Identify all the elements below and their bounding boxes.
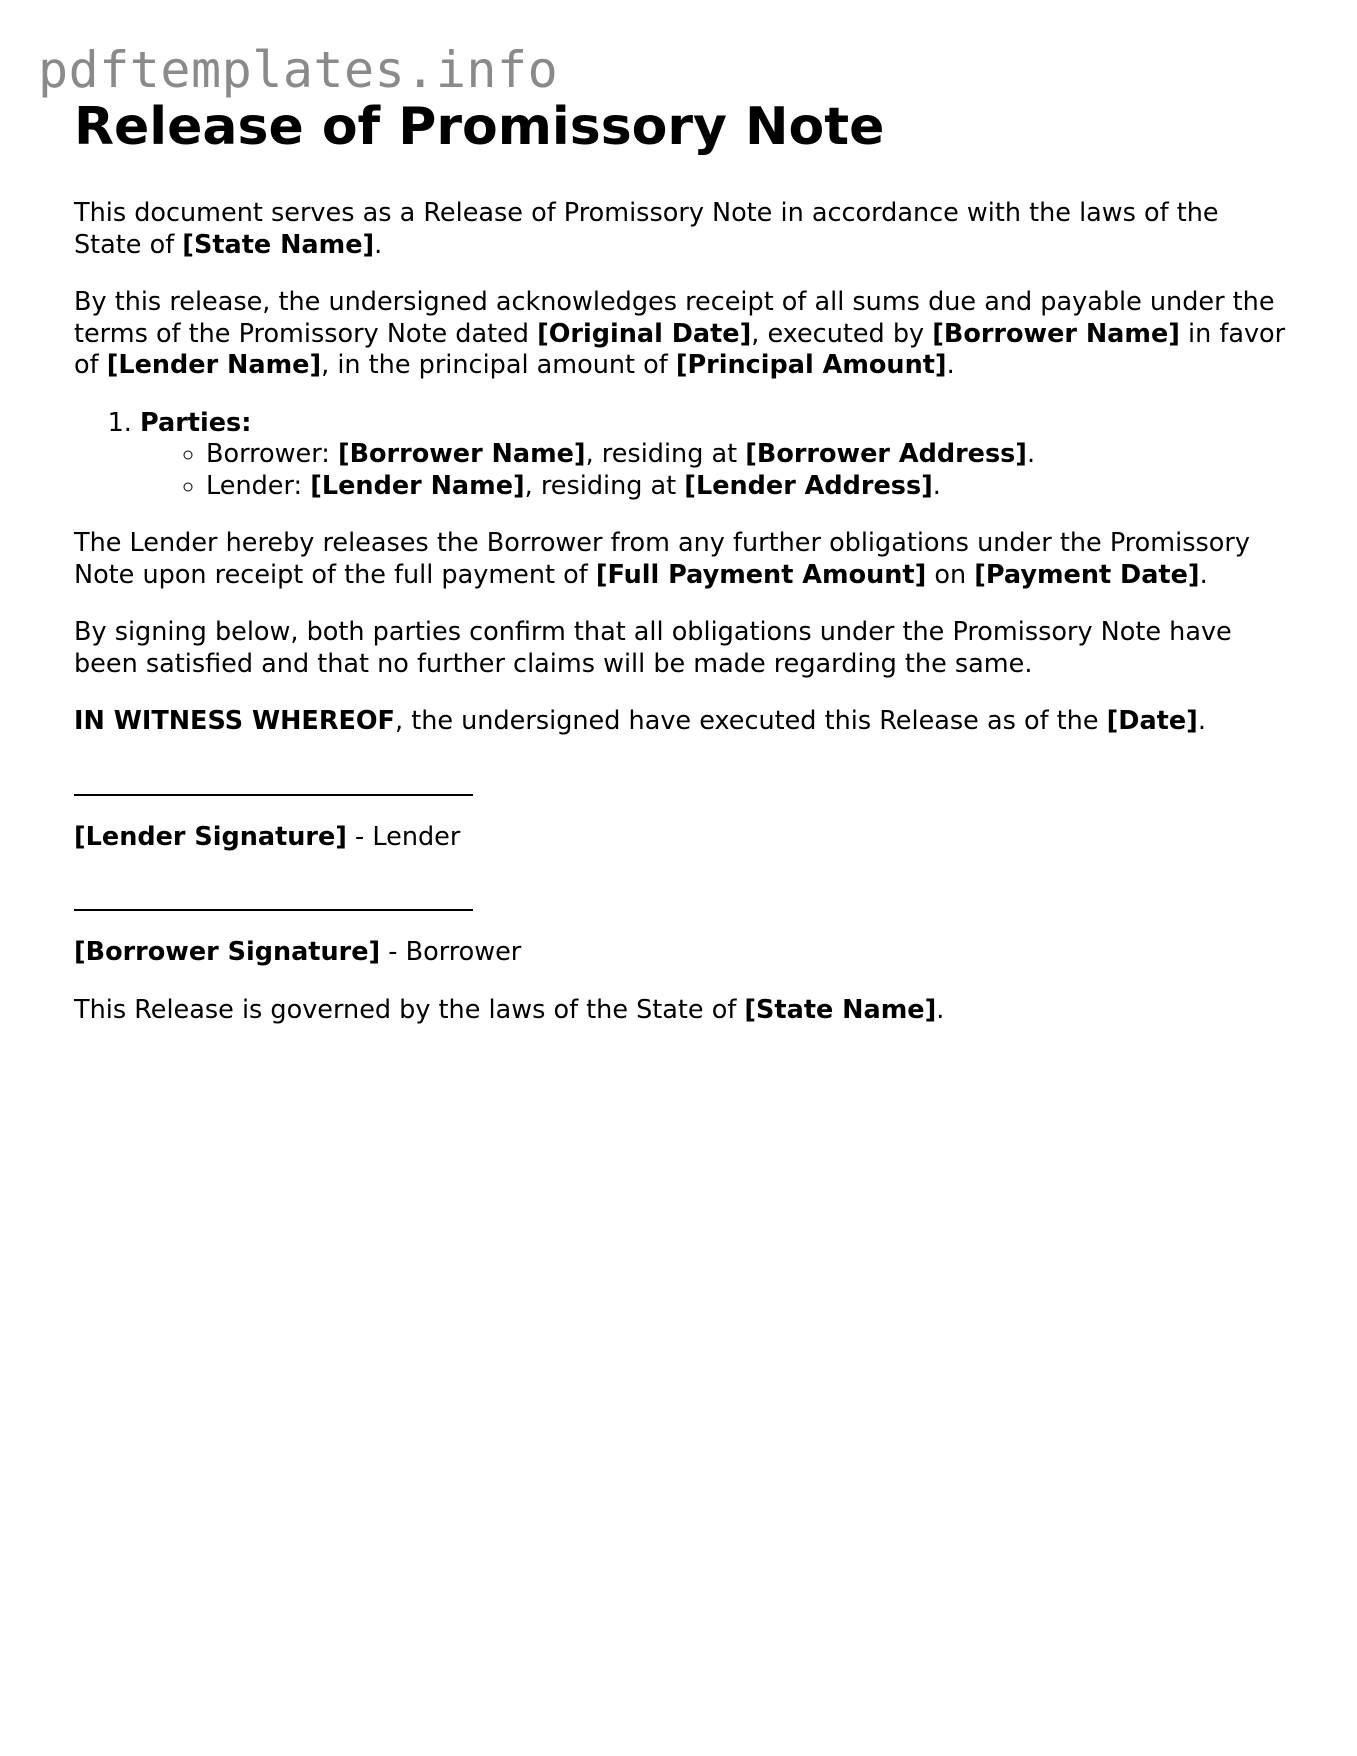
principal-amount-placeholder: [Principal Amount]: [675, 350, 947, 380]
lender-address-placeholder: [Lender Address]: [684, 470, 933, 501]
intro-end: .: [374, 229, 383, 260]
acknowledgement-paragraph: [74, 287, 1289, 382]
payment-date-placeholder: [Payment Date]: [974, 559, 1200, 590]
intro-text: This document serves as a Release of Promissory Note in accordance with the laws of the State of: [74, 198, 1219, 260]
witness-end: .: [1197, 706, 1206, 736]
lender-end: .: [932, 470, 941, 501]
borrower-name-placeholder: [Borrower Name]: [932, 318, 1180, 349]
page-title: Release of Promissory Note: [74, 97, 885, 157]
borrower-party-name: [Borrower Name]: [337, 439, 586, 469]
parties-heading: Parties:: [140, 407, 252, 438]
release-end: .: [1199, 559, 1208, 590]
lender-party-name: [Lender Name]: [310, 470, 525, 501]
governing-law-paragraph: [74, 995, 1289, 1027]
ack-text-4: , in the principal amount of: [321, 350, 676, 380]
ack-end: .: [946, 350, 955, 380]
governing-state-placeholder: [State Name]: [744, 994, 937, 1025]
release-paragraph: [74, 528, 1289, 591]
borrower-address-placeholder: [Borrower Address]: [745, 439, 1027, 469]
parties-list: [74, 408, 1289, 503]
ack-text-1: By this release, the undersigned acknowledges receipt of all sums due and payable under the terms of the Promissory Note dated: [74, 287, 1275, 349]
borrower-signature-label: [74, 937, 1289, 969]
release-text-1: The Lender hereby releases the Borrower from any further obligations under the Promissory Note upon receipt of the full payment of: [74, 528, 1250, 590]
watermark: pdftemplates.info: [38, 41, 559, 99]
borrower-signature-placeholder: [Borrower Signature]: [74, 937, 381, 967]
borrower-end: .: [1026, 439, 1036, 469]
lender-party-item: [206, 471, 1289, 503]
document-page: [74, 94, 1289, 1026]
parties-item: [140, 408, 1289, 503]
lender-label: Lender:: [206, 470, 311, 501]
borrower-label: Borrower:: [206, 439, 338, 469]
borrower-signature-line: [74, 909, 473, 911]
witness-date-placeholder: [Date]: [1106, 706, 1198, 736]
governing-text: This Release is governed by the laws of the State of: [74, 994, 745, 1025]
release-text-2: on: [926, 559, 975, 590]
witness-heading: IN WITNESS WHEREOF: [74, 706, 395, 736]
governing-end: .: [936, 994, 945, 1025]
lender-role: - Lender: [346, 821, 461, 852]
confirmation-paragraph: By signing below, both parties confirm that all obligations under the Promissory Note have been satisfied and that no further claims will be made regarding the same.: [74, 617, 1232, 679]
intro-paragraph: [74, 198, 1289, 261]
ack-text-3: in favor of: [74, 318, 1286, 380]
full-payment-placeholder: [Full Payment Amount]: [595, 559, 927, 590]
witness-paragraph: [74, 706, 1289, 738]
lender-signature-label: [74, 822, 1289, 854]
parties-sublist: [140, 439, 1289, 502]
borrower-role: - Borrower: [380, 937, 522, 967]
lender-mid: , residing at: [524, 470, 685, 501]
witness-text: , the undersigned have executed this Release as of the: [394, 706, 1107, 736]
state-name-placeholder: [State Name]: [182, 229, 375, 260]
lender-name-placeholder: [Lender Name]: [106, 350, 322, 380]
lender-signature-line: [74, 794, 473, 796]
lender-signature-placeholder: [Lender Signature]: [74, 821, 347, 852]
borrower-mid: , residing at: [585, 439, 746, 469]
borrower-party-item: [206, 439, 1289, 471]
original-date-placeholder: [Original Date]: [537, 318, 752, 349]
ack-text-2: , executed by: [751, 318, 933, 349]
